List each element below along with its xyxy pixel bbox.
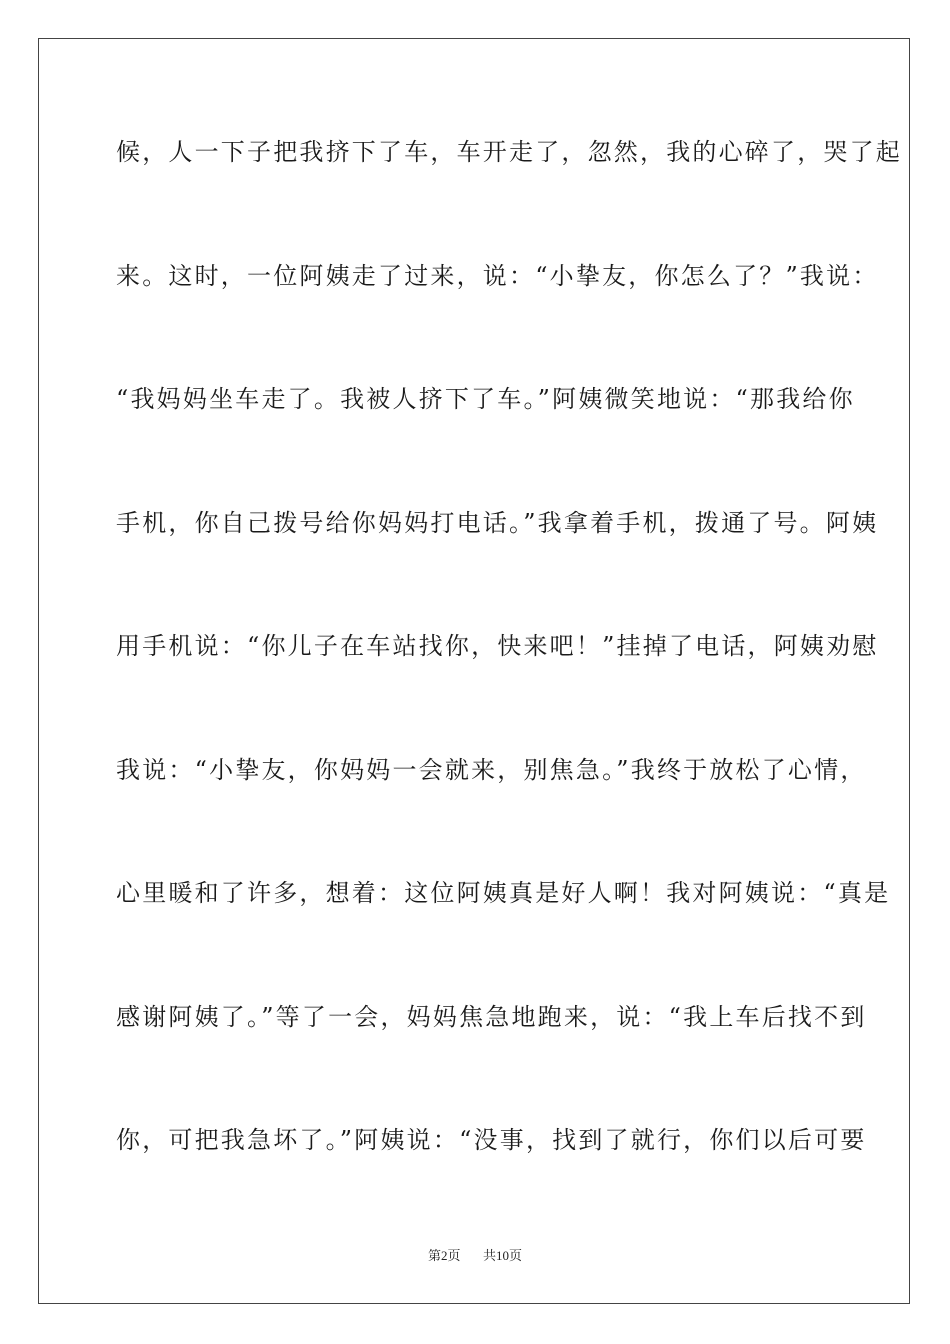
text-line-7: 心里暖和了许多，想着：这位阿姨真是好人啊！我对阿姨说：“真是: [116, 879, 891, 907]
page-frame: [38, 38, 910, 1304]
text-line-9: 你，可把我急坏了。”阿姨说：“没事，找到了就行，你们以后可要: [116, 1126, 867, 1154]
page-number: 第2页: [427, 1248, 461, 1263]
text-line-4: 手机，你自己拨号给你妈妈打电话。”我拿着手机，拨通了号。阿姨: [116, 509, 879, 537]
text-line-8: 感谢阿姨了。”等了一会，妈妈焦急地跑来，说：“我上车后找不到: [116, 1003, 867, 1031]
text-line-3: “我妈妈坐车走了。我被人挤下了车。”阿姨微笑地说：“那我给你: [116, 385, 855, 413]
text-line-5: 用手机说：“你儿子在车站找你，快来吧！”挂掉了电话，阿姨劝慰: [116, 632, 879, 660]
text-line-1: 候，人一下子把我挤下了车，车开走了，忽然，我的心碎了，哭了起: [116, 138, 902, 166]
text-line-6: 我说：“小挚友，你妈妈一会就来，别焦急。”我终于放松了心情，: [116, 756, 867, 784]
page-total: 共10页: [483, 1248, 523, 1263]
text-line-2: 来。这时，一位阿姨走了过来，说：“小挚友，你怎么了？”我说：: [116, 262, 879, 290]
page-footer: [0, 1247, 950, 1265]
